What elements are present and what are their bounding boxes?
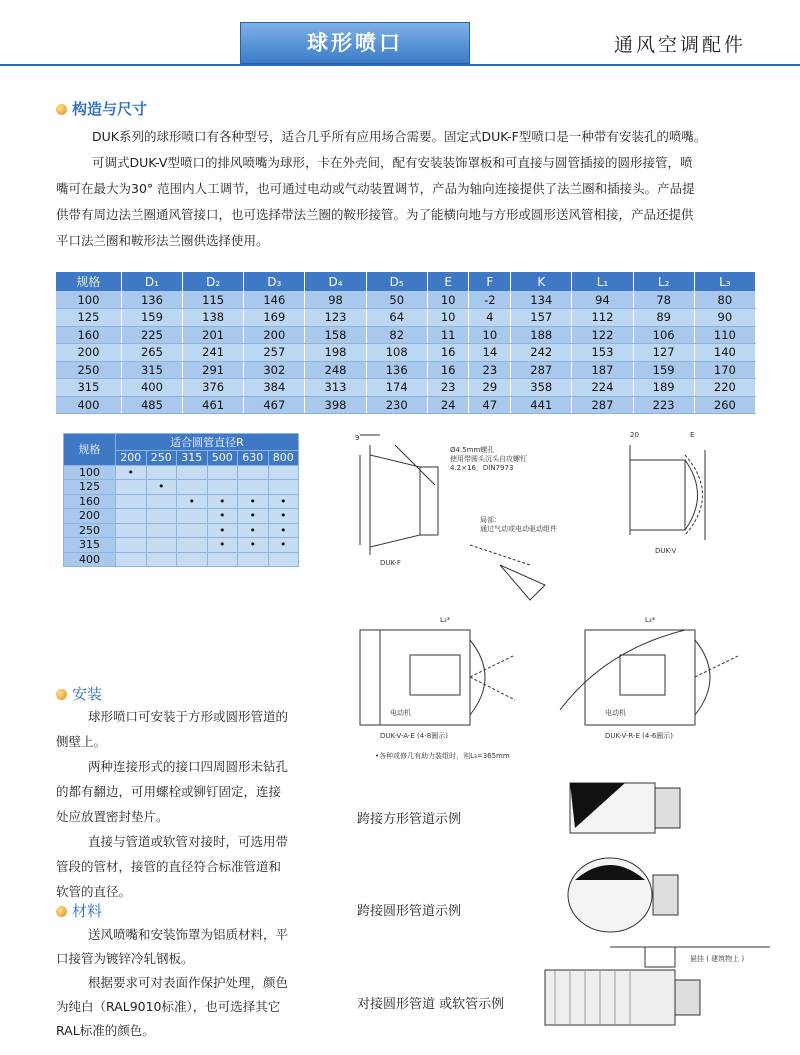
fit-mark-cell (116, 480, 147, 495)
dims-cell: 467 (244, 396, 305, 414)
dims-cell: 159 (121, 309, 182, 327)
construction-line-1: DUK系列的球形喷口有各种型号，适合几乎所有应用场合需要。固定式DUK-F型喷口是一种带有安装孔的喷嘴。 (92, 129, 707, 144)
dims-cell: 198 (305, 344, 366, 362)
svg-text:电动机: 电动机 (605, 709, 626, 717)
dims-cell: 398 (305, 396, 366, 414)
dims-cell: 485 (121, 396, 182, 414)
dims-cell: 257 (244, 344, 305, 362)
dims-cell: 80 (694, 291, 755, 309)
dims-cell: 201 (183, 326, 244, 344)
material-line-1: 送风喷嘴和安装饰罩为铝质材料，平 (88, 927, 289, 942)
table-row (64, 523, 299, 538)
construction-line-5: 平口法兰圈和鞍形法兰圈供选择使用。 (56, 233, 269, 248)
fit-diameter-header: 315 (177, 451, 208, 466)
title-divider (0, 64, 800, 66)
install-line-4: 的都有翻边，可用螺栓或铆钉固定，连接 (56, 784, 282, 799)
svg-text:DUK-V-A-E (4-8圈示): DUK-V-A-E (4-8圈示) (380, 732, 448, 740)
dims-cell: 315 (56, 379, 121, 397)
fit-mark-cell: • (268, 523, 299, 538)
dims-cell: 123 (305, 309, 366, 327)
round-duct-sketch (565, 855, 695, 935)
fit-mark-cell: • (238, 523, 269, 538)
dims-cell: 47 (469, 396, 511, 414)
fit-diameter-header: 630 (238, 451, 269, 466)
dims-cell: 461 (183, 396, 244, 414)
dims-cell: 169 (244, 309, 305, 327)
svg-text:DUK-V-R-E (4-6圈示): DUK-V-R-E (4-6圈示) (605, 732, 674, 740)
fit-diameter-header: 200 (116, 451, 147, 466)
dims-cell: 250 (56, 361, 121, 379)
table-row (56, 291, 756, 309)
svg-text:局部：: 局部： (480, 516, 501, 524)
dims-cell: 106 (633, 326, 694, 344)
duk-v-r-e-drawing (545, 610, 775, 750)
fit-mark-cell (268, 552, 299, 567)
dims-header-cell: D₅ (366, 272, 427, 291)
fit-mark-cell (146, 552, 177, 567)
fit-size-cell: 160 (64, 494, 116, 509)
fit-mark-cell (146, 465, 177, 480)
svg-text:使用带圆头沉头自攻螺钉: 使用带圆头沉头自攻螺钉 (450, 455, 527, 463)
fit-mark-cell (238, 552, 269, 567)
table-row (64, 480, 299, 495)
dims-cell: 376 (183, 379, 244, 397)
dims-cell: 187 (572, 361, 633, 379)
fit-mark-cell (116, 538, 147, 553)
dims-cell: 89 (633, 309, 694, 327)
fit-mark-cell (207, 552, 238, 567)
bullet-icon (56, 689, 67, 700)
dims-cell: 358 (511, 379, 572, 397)
fit-mark-cell (146, 523, 177, 538)
caption-square-duct: 跨接方形管道示例 (357, 812, 462, 827)
dims-cell: 127 (633, 344, 694, 362)
dims-cell: 225 (121, 326, 182, 344)
fit-mark-cell (207, 480, 238, 495)
dims-header-cell: D₁ (121, 272, 182, 291)
fit-mark-cell (116, 494, 147, 509)
fit-mark-cell: • (177, 494, 208, 509)
dims-cell: 110 (694, 326, 755, 344)
svg-text:4.2×16，DIN7973: 4.2×16，DIN7973 (450, 464, 514, 472)
svg-text:•各种或修几有助力装组时，则L₃=365mm: •各种或修几有助力装组时，则L₃=365mm (375, 752, 510, 760)
dims-cell: 224 (572, 379, 633, 397)
dims-cell: 10 (469, 326, 511, 344)
dims-cell: 108 (366, 344, 427, 362)
construction-line-4: 供带有周边法兰圈通风管接口，也可选择带法兰圈的鞍形接管。为了能横向地与方形或圆形送风管相接，产品还提供 (56, 207, 694, 222)
install-line-8: 软管的直径。 (56, 884, 132, 899)
dims-header-cell: K (511, 272, 572, 291)
bullet-icon (56, 906, 67, 917)
fit-mark-cell: • (238, 509, 269, 524)
dims-header-cell: L₂ (633, 272, 694, 291)
dims-cell: 287 (511, 361, 572, 379)
caption-hose: 对接圆形管道 或软管示例 (357, 997, 505, 1012)
table-row (64, 509, 299, 524)
dims-cell: 242 (511, 344, 572, 362)
fit-mark-cell (146, 509, 177, 524)
dims-cell: 140 (694, 344, 755, 362)
svg-text:悬挂 ( 建筑物上 ): 悬挂 ( 建筑物上 ) (690, 955, 745, 963)
dims-cell: 10 (427, 309, 469, 327)
table-row (64, 538, 299, 553)
dims-cell: 260 (694, 396, 755, 414)
dims-cell: 125 (56, 309, 121, 327)
fit-mark-cell (146, 494, 177, 509)
table-row (64, 494, 299, 509)
fit-mark-cell (177, 509, 208, 524)
fit-mark-cell (177, 465, 208, 480)
fit-size-cell: 315 (64, 538, 116, 553)
table-row (64, 552, 299, 567)
fit-mark-cell (268, 465, 299, 480)
svg-text:DUK-F: DUK-F (380, 559, 401, 567)
dims-cell: 24 (427, 396, 469, 414)
dims-cell: 265 (121, 344, 182, 362)
dims-cell: 189 (633, 379, 694, 397)
dims-cell: 146 (244, 291, 305, 309)
dims-cell: 136 (121, 291, 182, 309)
dims-cell: 223 (633, 396, 694, 414)
dims-cell: 64 (366, 309, 427, 327)
fit-mark-cell (177, 552, 208, 567)
fit-group-header: 适合圆管直径R (116, 434, 299, 451)
category-label: 通风空调配件 (614, 34, 747, 56)
dims-cell: 122 (572, 326, 633, 344)
dims-cell: 100 (56, 291, 121, 309)
table-row (56, 344, 756, 362)
dims-cell: 400 (121, 379, 182, 397)
dims-cell: 10 (427, 291, 469, 309)
dims-header-cell: 规格 (56, 272, 121, 291)
duct-fit-table (63, 433, 299, 567)
dims-cell: 14 (469, 344, 511, 362)
dims-cell: 200 (56, 344, 121, 362)
dims-cell: 158 (305, 326, 366, 344)
fit-mark-cell: • (268, 509, 299, 524)
fit-mark-cell (116, 523, 147, 538)
table-row (56, 396, 756, 414)
page-title: 球形喷口 (240, 22, 470, 64)
fit-size-cell: 200 (64, 509, 116, 524)
dims-cell: 78 (633, 291, 694, 309)
fit-mark-cell: • (146, 480, 177, 495)
dims-cell: 384 (244, 379, 305, 397)
dims-cell: 157 (511, 309, 572, 327)
dims-cell: 170 (694, 361, 755, 379)
dims-cell: 159 (633, 361, 694, 379)
fit-mark-cell (238, 480, 269, 495)
dims-cell: 441 (511, 396, 572, 414)
install-line-7: 管段的管材，接管的直径符合标准管道和 (56, 859, 282, 874)
fit-mark-cell: • (268, 538, 299, 553)
dims-cell: 4 (469, 309, 511, 327)
dims-cell: 160 (56, 326, 121, 344)
install-line-3: 两种连接形式的接口四周圆形未钻孔 (88, 759, 289, 774)
fit-size-header: 规格 (64, 434, 116, 466)
dims-cell: 291 (183, 361, 244, 379)
fit-mark-cell: • (207, 538, 238, 553)
dims-header-cell: F (469, 272, 511, 291)
dims-cell: 98 (305, 291, 366, 309)
bullet-icon (56, 104, 67, 115)
caption-round-duct: 跨接圆形管道示例 (357, 904, 462, 919)
dims-cell: 220 (694, 379, 755, 397)
fit-mark-cell: • (207, 509, 238, 524)
dims-header-cell: L₁ (572, 272, 633, 291)
dims-header-cell: L₃ (694, 272, 755, 291)
svg-text:DUK-V: DUK-V (655, 547, 677, 555)
dims-cell: 90 (694, 309, 755, 327)
dims-cell: 29 (469, 379, 511, 397)
construction-line-3: 嘴可在最大为30° 范围内人工调节，也可通过电动或气动装置调节，产品为轴向连接提供了法兰圈和插接头。产品提 (56, 181, 695, 196)
dims-cell: 138 (183, 309, 244, 327)
svg-text:Ø4.5mm螺孔: Ø4.5mm螺孔 (450, 446, 495, 454)
material-line-5: RAL标准的颜色。 (56, 1023, 155, 1038)
dims-header-cell: D₃ (244, 272, 305, 291)
svg-text:20: 20 (630, 431, 639, 439)
fit-mark-cell (116, 552, 147, 567)
svg-text:E: E (690, 431, 695, 439)
dims-cell: 136 (366, 361, 427, 379)
dims-cell: 315 (121, 361, 182, 379)
table-row (64, 465, 299, 480)
hose-connection-sketch (540, 935, 770, 1035)
square-duct-sketch (565, 778, 695, 838)
fit-mark-cell: • (116, 465, 147, 480)
fit-size-cell: 100 (64, 465, 116, 480)
svg-text:电动机: 电动机 (390, 709, 411, 717)
dims-cell: 248 (305, 361, 366, 379)
install-line-2: 侧壁上。 (56, 734, 107, 749)
dims-cell: 23 (427, 379, 469, 397)
fit-mark-cell (146, 538, 177, 553)
fit-mark-cell (268, 480, 299, 495)
dims-cell: 241 (183, 344, 244, 362)
dims-header-cell: D₂ (183, 272, 244, 291)
dims-cell: 115 (183, 291, 244, 309)
material-line-2: 口接管为镀锌冷轧钢板。 (56, 951, 194, 966)
dims-cell: 134 (511, 291, 572, 309)
section-install-heading: 安装 (56, 683, 102, 704)
svg-text:L₃*: L₃* (645, 616, 656, 624)
fit-mark-cell (207, 465, 238, 480)
dims-cell: 11 (427, 326, 469, 344)
fit-mark-cell: • (207, 523, 238, 538)
section-material-heading: 材料 (56, 900, 102, 921)
fit-mark-cell (177, 480, 208, 495)
dims-cell: 313 (305, 379, 366, 397)
fit-mark-cell: • (268, 494, 299, 509)
table-row (56, 361, 756, 379)
section-construction-heading: 构造与尺寸 (56, 98, 147, 119)
fit-diameter-header: 500 (207, 451, 238, 466)
fit-mark-cell: • (207, 494, 238, 509)
dims-cell: 287 (572, 396, 633, 414)
dims-cell: 50 (366, 291, 427, 309)
fit-mark-cell (177, 538, 208, 553)
fit-size-cell: 400 (64, 552, 116, 567)
fit-mark-cell (238, 465, 269, 480)
dims-cell: 153 (572, 344, 633, 362)
duk-v-drawing (610, 425, 780, 565)
install-line-6: 直接与管道或软管对接时，可选用带 (88, 834, 289, 849)
dims-cell: 302 (244, 361, 305, 379)
dims-cell: 112 (572, 309, 633, 327)
dims-cell: 23 (469, 361, 511, 379)
duk-v-a-e-drawing (340, 610, 540, 760)
dims-header-cell: E (427, 272, 469, 291)
fit-mark-cell: • (238, 538, 269, 553)
dims-cell: 16 (427, 361, 469, 379)
construction-line-2: 可调式DUK-V型喷口的排风喷嘴为球形，卡在外壳间，配有安装装饰罩板和可直接与圆管插接的圆形接管，喷 (92, 155, 693, 170)
duk-f-drawing (350, 425, 600, 615)
table-row (56, 326, 756, 344)
table-row (56, 309, 756, 327)
fit-mark-cell (177, 523, 208, 538)
svg-text:通过气动或电动驱动组件: 通过气动或电动驱动组件 (480, 525, 557, 533)
material-line-4: 为纯白（RAL9010标准），也可选择其它 (56, 999, 281, 1014)
fit-size-cell: 125 (64, 480, 116, 495)
dims-cell: 230 (366, 396, 427, 414)
svg-text:L₃*: L₃* (440, 616, 451, 624)
dims-cell: -2 (469, 291, 511, 309)
svg-text:9: 9 (355, 434, 360, 442)
dims-header-cell: D₄ (305, 272, 366, 291)
dimensions-table (56, 272, 756, 414)
dims-cell: 400 (56, 396, 121, 414)
install-line-1: 球形喷口可安装于方形或圆形管道的 (88, 709, 289, 724)
table-row (56, 379, 756, 397)
fit-mark-cell (116, 509, 147, 524)
material-line-3: 根据要求可对表面作保护处理，颜色 (88, 975, 289, 990)
dims-cell: 174 (366, 379, 427, 397)
dims-cell: 16 (427, 344, 469, 362)
dims-cell: 82 (366, 326, 427, 344)
fit-mark-cell: • (238, 494, 269, 509)
dims-cell: 200 (244, 326, 305, 344)
fit-diameter-header: 250 (146, 451, 177, 466)
fit-size-cell: 250 (64, 523, 116, 538)
install-line-5: 处应放置密封垫片。 (56, 809, 169, 824)
dims-cell: 94 (572, 291, 633, 309)
dims-cell: 188 (511, 326, 572, 344)
fit-diameter-header: 800 (268, 451, 299, 466)
